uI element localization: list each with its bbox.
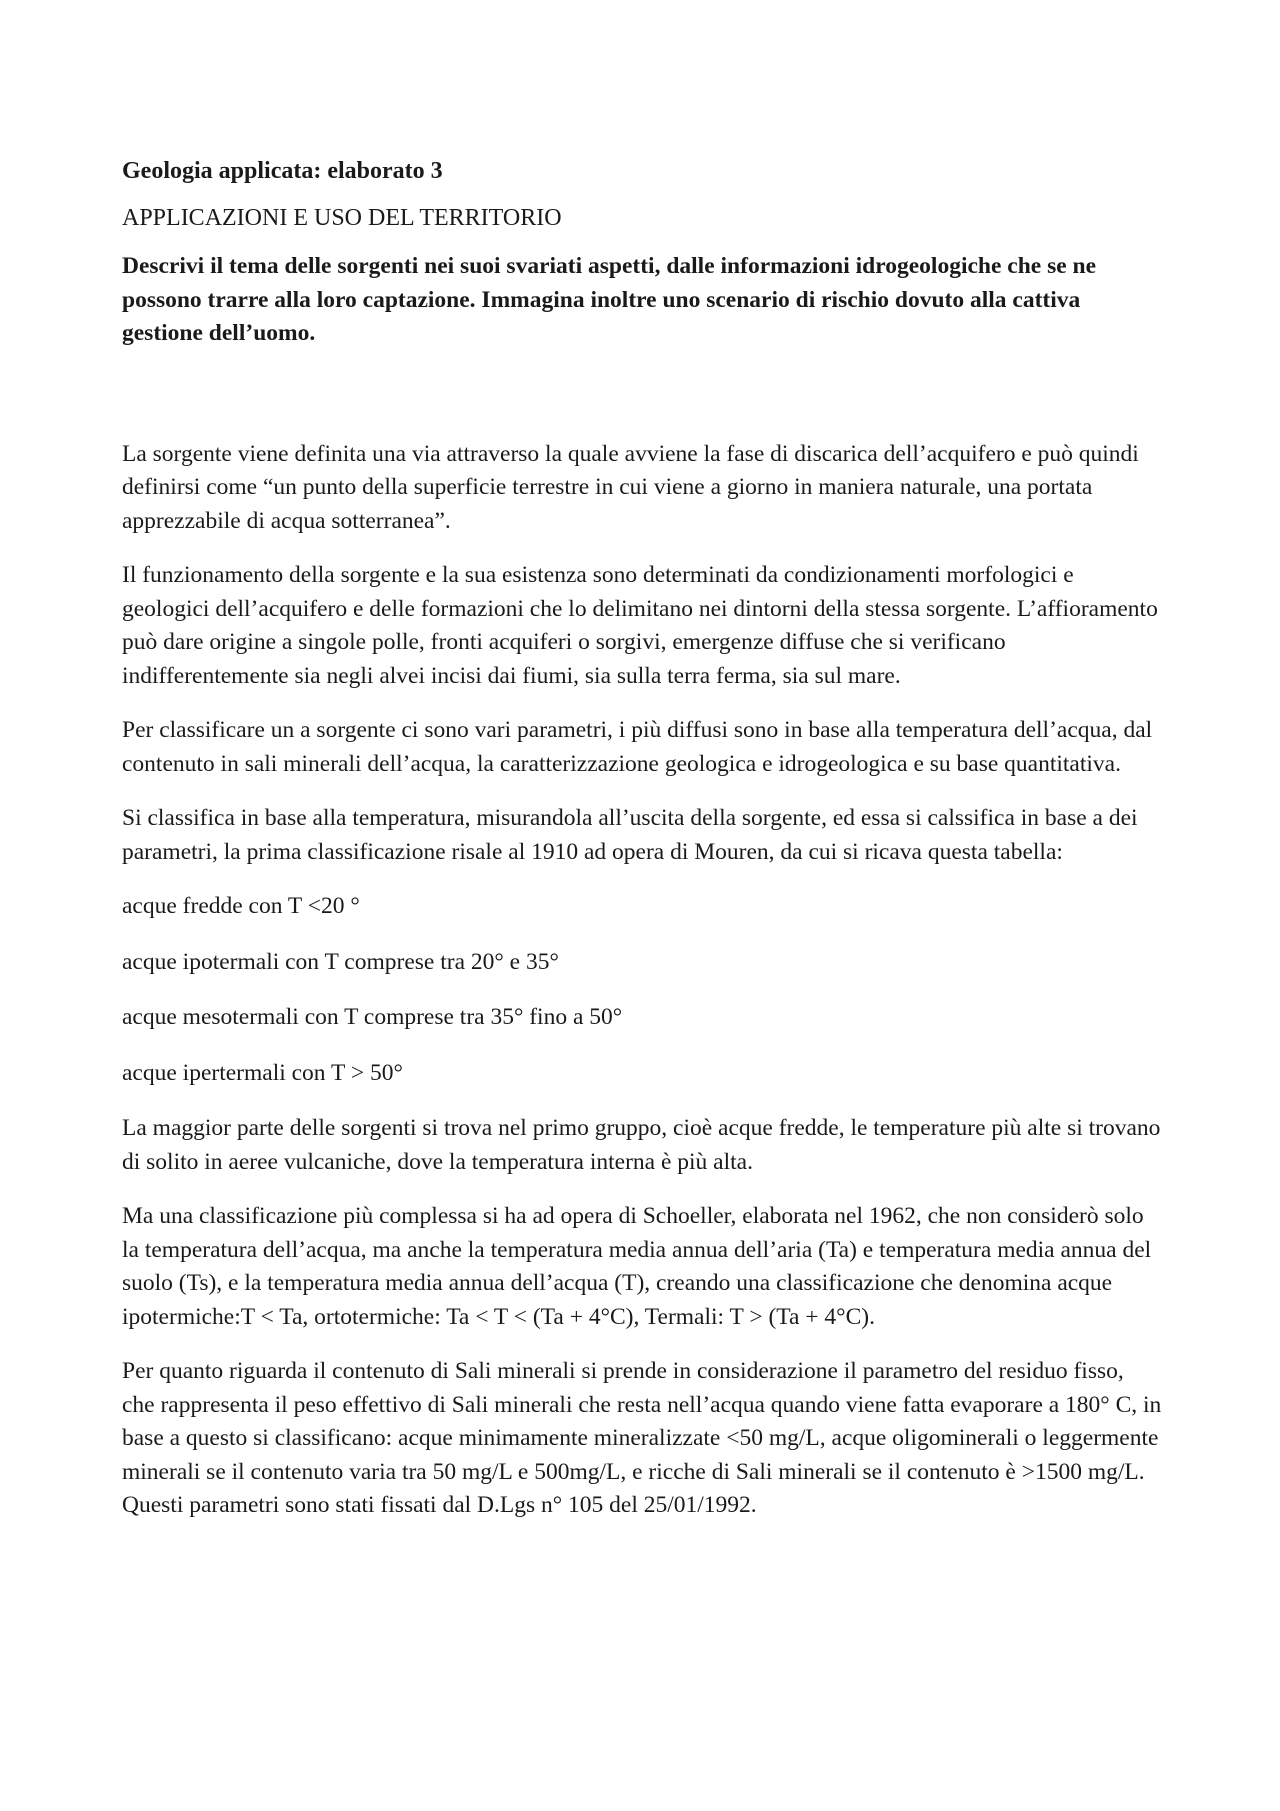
temperature-class-mesothermal: acque mesotermali con T comprese tra 35° fino a 50°: [122, 1004, 623, 1030]
paragraph-temperature-classification: Si classifica in base alla temperatura, misurandola all’uscita della sorgente, ed essa si calssifica in base a dei parametri, la prima classificazione risale al 1910 ad opera di Mouren, da cui si ricava questa tabella:: [122, 805, 1138, 865]
paragraph-functioning: Il funzionamento della sorgente e la sua esistenza sono determinati da condizionamenti morfologici e geologici dell’acquifero e delle formazioni che lo delimitano nei dintorni della stessa sorgente. L’affioramento può dare origine a singole polle, fronti acquiferi o sorgivi, emergenze diffuse che si verificano indifferentemente sia negli alvei incisi dai fiumi, sia sulla terra ferma, sia sul mare.: [122, 562, 1158, 689]
temperature-class-hyperthermal: acque ipertermali con T > 50°: [122, 1059, 403, 1086]
paragraph-mineral-content: Per quanto riguarda il contenuto di Sali minerali si prende in considerazione il parametro del residuo fisso, che rappresenta il peso effettivo di Sali minerali che resta nell’acqua quando viene fatta evaporare a 180° C, in base a questo si classificano: acque minimamente mineralizzate <50 mg/L, acque oligominerali o leggermente minerali se il contenuto varia tra 50 mg/L e 500mg/L, e ricche di Sali minerali se il contenuto è >1500 mg/L. Questi parametri sono stati fissati dal D.Lgs n° 105 del 25/01/1992.: [122, 1358, 1162, 1518]
paragraph-definition: La sorgente viene definita una via attraverso la quale avviene la fase di discarica dell’acquifero e può quindi definirsi come “un punto della superficie terrestre in cui viene a giorno in maniera naturale, una portata apprezzabile di acqua sotterranea”.: [122, 440, 1139, 534]
paragraph-classification-parameters: Per classificare un a sorgente ci sono vari parametri, i più diffusi sono in base alla temperatura dell’acqua, dal contenuto in sali minerali dell’acqua, la caratterizzazione geologica e idrogeologica e su base quantitativa.: [122, 717, 1153, 777]
temperature-class-hypothermal: acque ipotermali con T comprese tra 20° e 35°: [122, 948, 559, 975]
temperature-class-cold: acque fredde con T <20 °: [122, 893, 360, 919]
paragraph-schoeller: Ma una classificazione più complessa si ha ad opera di Schoeller, elaborata nel 1962, che non considerò solo la temperatura dell’acqua, ma anche la temperatura media annua dell’aria (Ta) e temperatura media annua del suolo (Ts), e la temperatura media annua dell’acqua (T), creando una classificazione che denomina acque ipotermiche:T < Ta, ortotermiche: Ta < T < (Ta + 4°C), Termali: T > (Ta + 4°C).: [122, 1203, 1152, 1330]
section-title: APPLICAZIONI E USO DEL TERRITORIO: [122, 205, 562, 231]
document-title: Geologia applicata: elaborato 3: [122, 158, 443, 184]
paragraph-majority-cold: La maggior parte delle sorgenti si trova nel primo gruppo, cioè acque fredde, le temperature più alte si trovano di solito in aeree vulcaniche, dove la temperatura interna è più alta.: [122, 1115, 1161, 1175]
assignment-prompt: Descrivi il tema delle sorgenti nei suoi svariati aspetti, dalle informazioni idrogeologiche che se ne possono trarre alla loro captazione. Immagina inoltre uno scenario di rischio dovuto alla cattiva gestione dell’uomo.: [122, 253, 1097, 346]
